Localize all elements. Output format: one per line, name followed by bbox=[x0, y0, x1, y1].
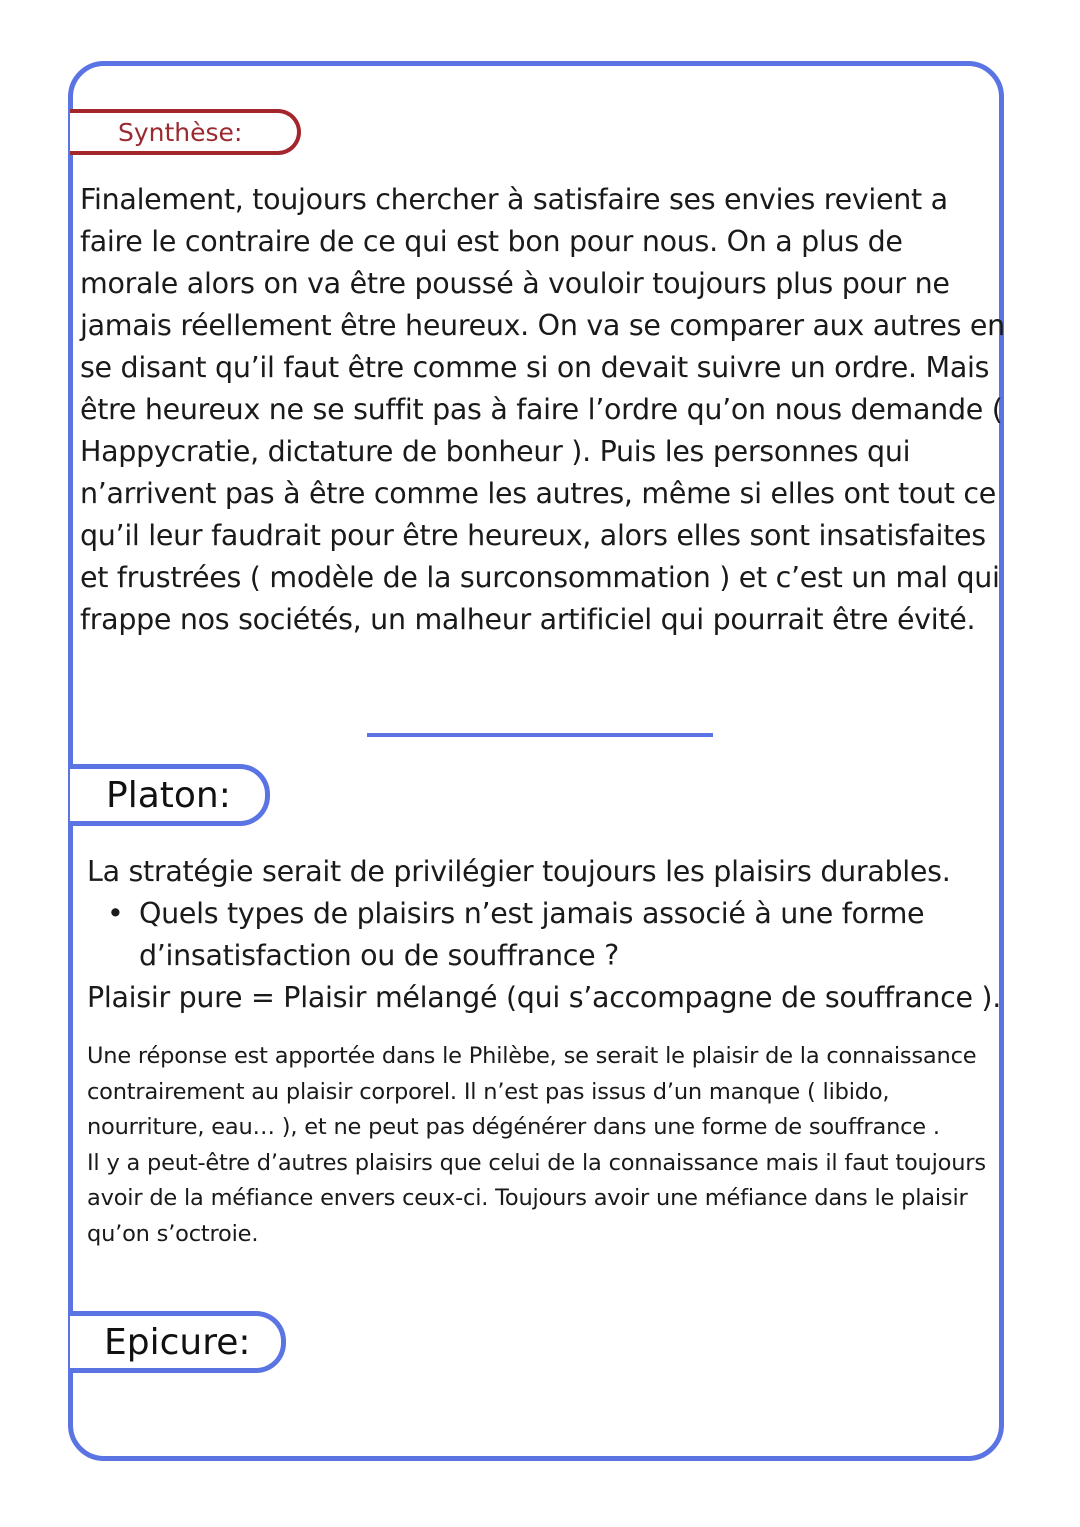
platon-equation: Plaisir pure = Plaisir mélangé (qui s’accompagne de souffrance ). bbox=[87, 981, 1002, 1014]
epicure-heading: Epicure: bbox=[104, 1321, 251, 1363]
section-divider bbox=[367, 733, 713, 737]
platon-bullet-question: Quels types de plaisirs n’est jamais associé à une forme d’insatisfaction ou de souffrance ? bbox=[139, 897, 925, 972]
platon-intro: La stratégie serait de privilégier toujours les plaisirs durables. bbox=[87, 855, 951, 888]
bullet-icon: • bbox=[107, 897, 124, 930]
platon-heading-tab bbox=[70, 764, 270, 826]
platon-main-points bbox=[87, 851, 1012, 1019]
epicure-heading-tab bbox=[70, 1311, 286, 1373]
synthese-paragraph: Finalement, toujours chercher à satisfaire ses envies revient a faire le contraire de ce qui est bon pour nous. On a plus de morale alors on va être poussé à vouloir toujours plus pour ne jamais réellement être heureux. On va se comparer aux autres en se disant qu’il faut être comme si on devait suivre un ordre. Mais être heureux ne se suffit pas à faire l’ordre qu’on nous demande ( Happycratie, dictature de bonheur ). Puis les personnes qui n’arrivent pas à être comme les autres, même si elles ont tout ce qu’il leur faudrait pour être heureux, alors elles sont insatisfaites et frustrées ( modèle de la surconsommation ) et c’est un mal qui frappe nos sociétés, un malheur artificiel qui pourrait être évité. bbox=[80, 183, 1005, 636]
platon-heading: Platon: bbox=[106, 774, 231, 816]
synthese-heading: Synthèse: bbox=[118, 117, 243, 147]
list-item bbox=[87, 893, 1012, 977]
platon-detail-philebe: Une réponse est apportée dans le Philèbe, se serait le plaisir de la connaissance contrairement au plaisir corporel. Il n’est pas issus d’un manque ( libido, nourriture, eau… ), et ne peut pas dégénérer dans une forme de souffrance . bbox=[87, 1043, 977, 1140]
platon-details bbox=[87, 1039, 987, 1252]
synthese-heading-tab bbox=[70, 109, 301, 155]
platon-detail-mefiance: Il y a peut-être d’autres plaisirs que celui de la connaissance mais il faut toujours avoir de la méfiance envers ceux-ci. Toujours avoir une méfiance dans le plaisir qu’on s’octroie. bbox=[87, 1149, 986, 1247]
